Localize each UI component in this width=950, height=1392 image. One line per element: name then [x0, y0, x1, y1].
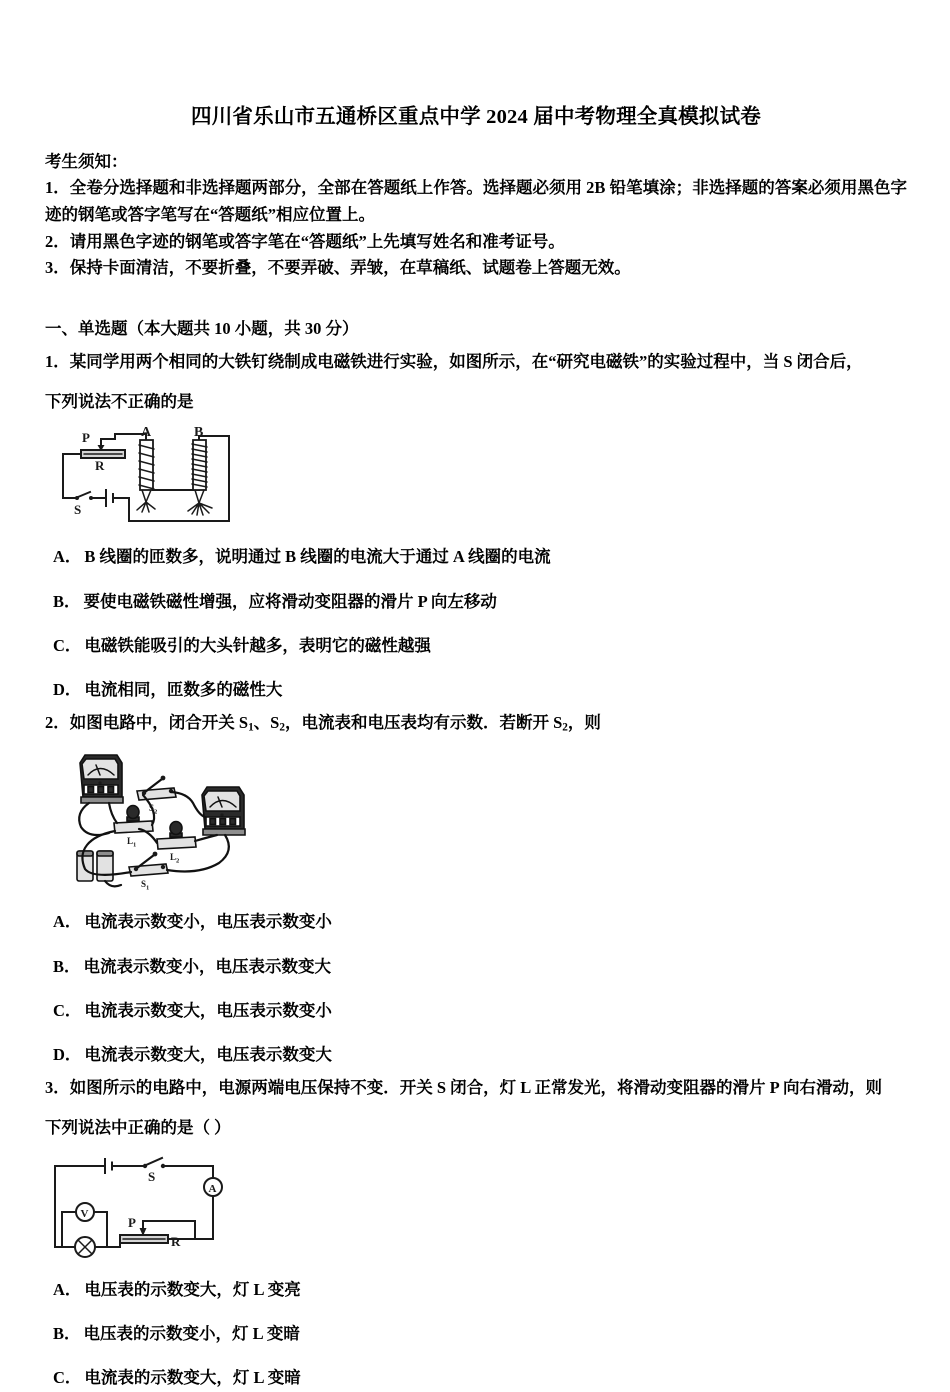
switch-s2-label: $S_2$ — [149, 803, 158, 816]
question-3-option-B-text: 电压表的示数变小，灯 L 变暗 — [83, 1323, 300, 1343]
question-1-option-C-text: 电磁铁能吸引的大头针越多，表明它的磁性越强 — [84, 636, 431, 656]
question-1-option-B-text: 要使电磁铁磁性增强，应将滑动变阻器的滑片 P 向左移动 — [83, 591, 497, 611]
ammeter-instrument — [202, 787, 245, 835]
question-2-stem-sub-1: 1 — [248, 721, 254, 734]
question-2-stem-sub-3: 2 — [562, 721, 568, 734]
notice-item-1: 1．全卷分选择题和非选择题两部分，全部在答题纸上作答。选择题必须用 2B 铅笔填涂；非选择题的答案必须用黑色字迹的钢笔或答字笔写在“答题纸”相应位置上。 — [45, 178, 907, 224]
question-2-stem-part-4: ，则 — [567, 712, 601, 732]
question-2-option-D — [45, 1024, 907, 1068]
question-3-option-C-text: 电流表的示数变大，灯 L 变暗 — [84, 1368, 301, 1388]
question-1-option-C — [45, 615, 907, 659]
question-2-stem-part-1: 2．如图电路中，闭合开关 S — [45, 712, 249, 732]
electromagnet-circuit-diagram — [51, 426, 281, 526]
question-3-option-C — [45, 1347, 907, 1391]
question-2-option-B-letter: B． — [53, 956, 81, 976]
notice-heading: 考生须知： — [45, 151, 128, 171]
question-1-option-A-text: B 线圈的匝数多，说明通过 B 线圈的电流大于通过 A 线圈的电流 — [84, 547, 551, 567]
question-1-option-D-text: 电流相同，匝数多的磁性大 — [84, 680, 283, 700]
question-3-stem-line-1: 3．如图所示的电路中，电源两端电压保持不变．开关 S 闭合，灯 L 正常发光，将滑动变阻器的滑片 P 向右滑动，则 — [45, 1077, 882, 1097]
question-2-option-A-text: 电流表示数变小，电压表示数变小 — [84, 912, 332, 932]
page-content — [45, 0, 907, 1392]
question-2-option-C-letter: C． — [53, 1001, 82, 1021]
figure-3-label-P: P — [128, 1214, 136, 1230]
question-1-option-A-letter: A． — [53, 547, 82, 567]
question-1 — [45, 343, 907, 704]
question-2-option-B — [45, 936, 907, 980]
question-3-figure — [45, 1142, 907, 1259]
question-2-option-B-text: 电流表示数变小，电压表示数变大 — [83, 956, 332, 976]
question-2-stem — [45, 704, 907, 737]
question-2-option-D-text: 电流表示数变大，电压表示数变大 — [84, 1045, 332, 1065]
figure-1-label-S: S — [74, 502, 82, 518]
physical-circuit-photo-diagram — [59, 751, 259, 891]
question-3-option-C-letter: C． — [53, 1368, 82, 1388]
question-1-stem-line-1: 1．某同学用两个相同的大铁钉绕制成电磁铁进行实验，如图所示，在“研究电磁铁”的实验过程中，当 S 闭合后， — [45, 351, 863, 371]
question-1-option-A — [45, 526, 907, 570]
switch-s1 — [129, 852, 168, 891]
voltmeter-instrument — [80, 755, 123, 803]
question-2-stem-sub-2: 2 — [279, 721, 285, 734]
question-2-option-D-letter: D． — [53, 1045, 82, 1065]
lamp-l2-label: $L_2$ — [170, 852, 180, 865]
question-3-option-B-letter: B． — [53, 1323, 81, 1343]
figure-1-label-A: A — [141, 426, 152, 441]
question-1-option-D — [45, 659, 907, 703]
question-3-option-A-text: 电压表的示数变大，灯 L 变亮 — [84, 1279, 301, 1299]
question-1-option-B — [45, 571, 907, 615]
question-3-option-A-letter: A． — [53, 1279, 82, 1299]
question-3-option-A — [45, 1259, 907, 1303]
question-2-option-A — [45, 891, 907, 935]
figure-1-label-R: R — [95, 458, 105, 474]
question-2-option-C-text: 电流表示数变大，电压表示数变小 — [84, 1001, 332, 1021]
question-1-option-D-letter: D． — [53, 680, 82, 700]
question-1-stem-line-2: 下列说法不正确的是 — [45, 391, 194, 411]
figure-3-label-A: A — [208, 1182, 217, 1195]
question-2-option-A-letter: A． — [53, 912, 82, 932]
question-2-option-C — [45, 980, 907, 1024]
question-2-stem-part-3: ，电流表和电压表均有示数．若断开 S — [284, 712, 563, 732]
figure-1-label-P: P — [82, 430, 90, 446]
figure-3-label-V: V — [80, 1207, 89, 1220]
question-2 — [45, 704, 907, 1069]
figure-3-label-S: S — [148, 1168, 156, 1184]
lamp-l1 — [114, 806, 153, 849]
figure-3-label-R: R — [171, 1233, 181, 1249]
candidate-notice-block — [45, 149, 907, 282]
lamp-l1-label: $L_1$ — [127, 836, 137, 849]
figure-1-label-B: B — [194, 426, 204, 441]
notice-item-3: 3．保持卡面清洁，不要折叠，不要弄破、弄皱，在草稿纸、试题卷上答题无效。 — [45, 258, 631, 278]
question-3-option-B — [45, 1303, 907, 1347]
lamp-l2 — [157, 822, 196, 865]
question-3 — [45, 1069, 907, 1392]
question-1-option-B-letter: B． — [53, 591, 81, 611]
section-heading-single-choice: 一、单选题（本大题共 10 小题，共 30 分） — [45, 319, 359, 339]
page-title: 四川省乐山市五通桥区重点中学 2024 届中考物理全真模拟试卷 — [191, 106, 761, 128]
switch-s1-label: $S_1$ — [141, 879, 150, 892]
notice-item-2: 2．请用黑色字迹的钢笔或答字笔在“答题纸”上先填写姓名和准考证号。 — [45, 231, 565, 251]
question-1-figure — [45, 415, 907, 526]
question-2-stem-part-2: 、S — [253, 712, 280, 732]
lamp-rheostat-circuit-diagram — [45, 1154, 255, 1259]
question-1-option-C-letter: C． — [53, 636, 82, 656]
question-2-figure — [45, 737, 907, 891]
question-3-stem-line-2: 下列说法中正确的是（ ） — [45, 1118, 231, 1138]
